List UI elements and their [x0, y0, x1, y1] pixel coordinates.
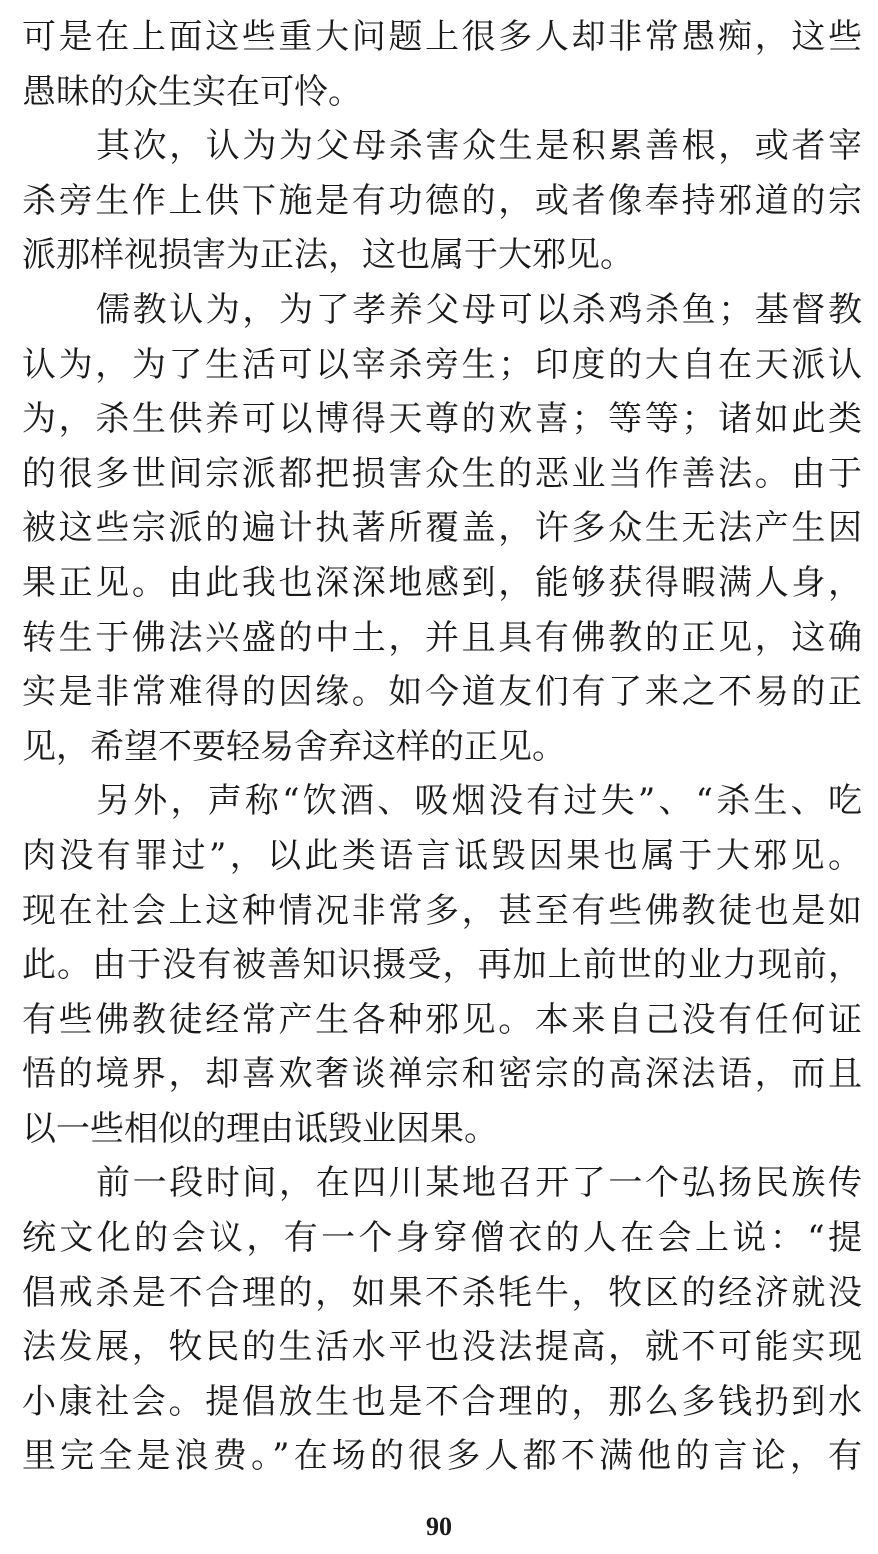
text-line: 被这些宗派的遍计执著所覆盖，许多众生无法产生因 — [22, 508, 862, 549]
text-line: 悟的境界，却喜欢奢谈禅宗和密宗的高深法语，而且 — [22, 1054, 862, 1095]
text-line: 倡戒杀是不合理的，如果不杀牦牛，牧区的经济就没 — [22, 1272, 862, 1313]
text-line: 统文化的会议，有一个身穿僧衣的人在会上说：“提 — [22, 1218, 862, 1259]
text-line: 现在社会上这种情况非常多，甚至有些佛教徒也是如 — [22, 890, 862, 931]
text-line: 愚昧的众生实在可怜。 — [22, 71, 362, 112]
text-line: 见，希望不要轻易舍弃这样的正见。 — [22, 726, 566, 767]
text-line: 实是非常难得的因缘。如今道友们有了来之不易的正 — [22, 672, 862, 713]
text-line: 小康社会。提倡放生也是不合理的，那么多钱扔到水 — [22, 1381, 862, 1422]
text-line: 的很多世间宗派都把损害众生的恶业当作善法。由于 — [22, 453, 862, 494]
text-line: 前一段时间，在四川某地召开了一个弘扬民族传 — [96, 1163, 862, 1204]
text-line: 肉没有罪过”，以此类语言诋毁因果也属于大邪见。 — [22, 835, 862, 876]
text-line: 果正见。由此我也深深地感到，能够获得暇满人身， — [22, 562, 862, 603]
text-line: 法发展，牧民的生活水平也没法提高，就不可能实现 — [22, 1327, 862, 1368]
text-line: 其次，认为为父母杀害众生是积累善根，或者宰 — [96, 126, 862, 167]
text-line: 转生于佛法兴盛的中土，并且具有佛教的正见，这确 — [22, 617, 862, 658]
text-line: 杀旁生作上供下施是有功德的，或者像奉持邪道的宗 — [22, 180, 862, 221]
text-line: 里完全是浪费。”在场的很多人都不满他的言论，有 — [22, 1436, 862, 1477]
text-line: 认为，为了生活可以宰杀旁生；印度的大自在天派认 — [22, 344, 862, 385]
page-number: 90 — [426, 1512, 452, 1541]
body-text — [22, 10, 862, 1484]
text-line: 有些佛教徒经常产生各种邪见。本来自己没有任何证 — [22, 999, 862, 1040]
text-line: 儒教认为，为了孝养父母可以杀鸡杀鱼；基督教 — [96, 289, 862, 330]
text-line: 派那样视损害为正法，这也属于大邪见。 — [22, 235, 634, 276]
text-line: 另外，声称“饮酒、吸烟没有过失”、“杀生、吃 — [96, 781, 862, 822]
text-line: 为，杀生供养可以博得天尊的欢喜；等等；诸如此类 — [22, 399, 862, 440]
text-line: 可是在上面这些重大问题上很多人却非常愚痴，这些 — [22, 17, 862, 57]
text-line: 以一些相似的理由诋毁业因果。 — [22, 1108, 498, 1149]
text-line: 此。由于没有被善知识摄受，再加上前世的业力现前， — [22, 945, 862, 986]
